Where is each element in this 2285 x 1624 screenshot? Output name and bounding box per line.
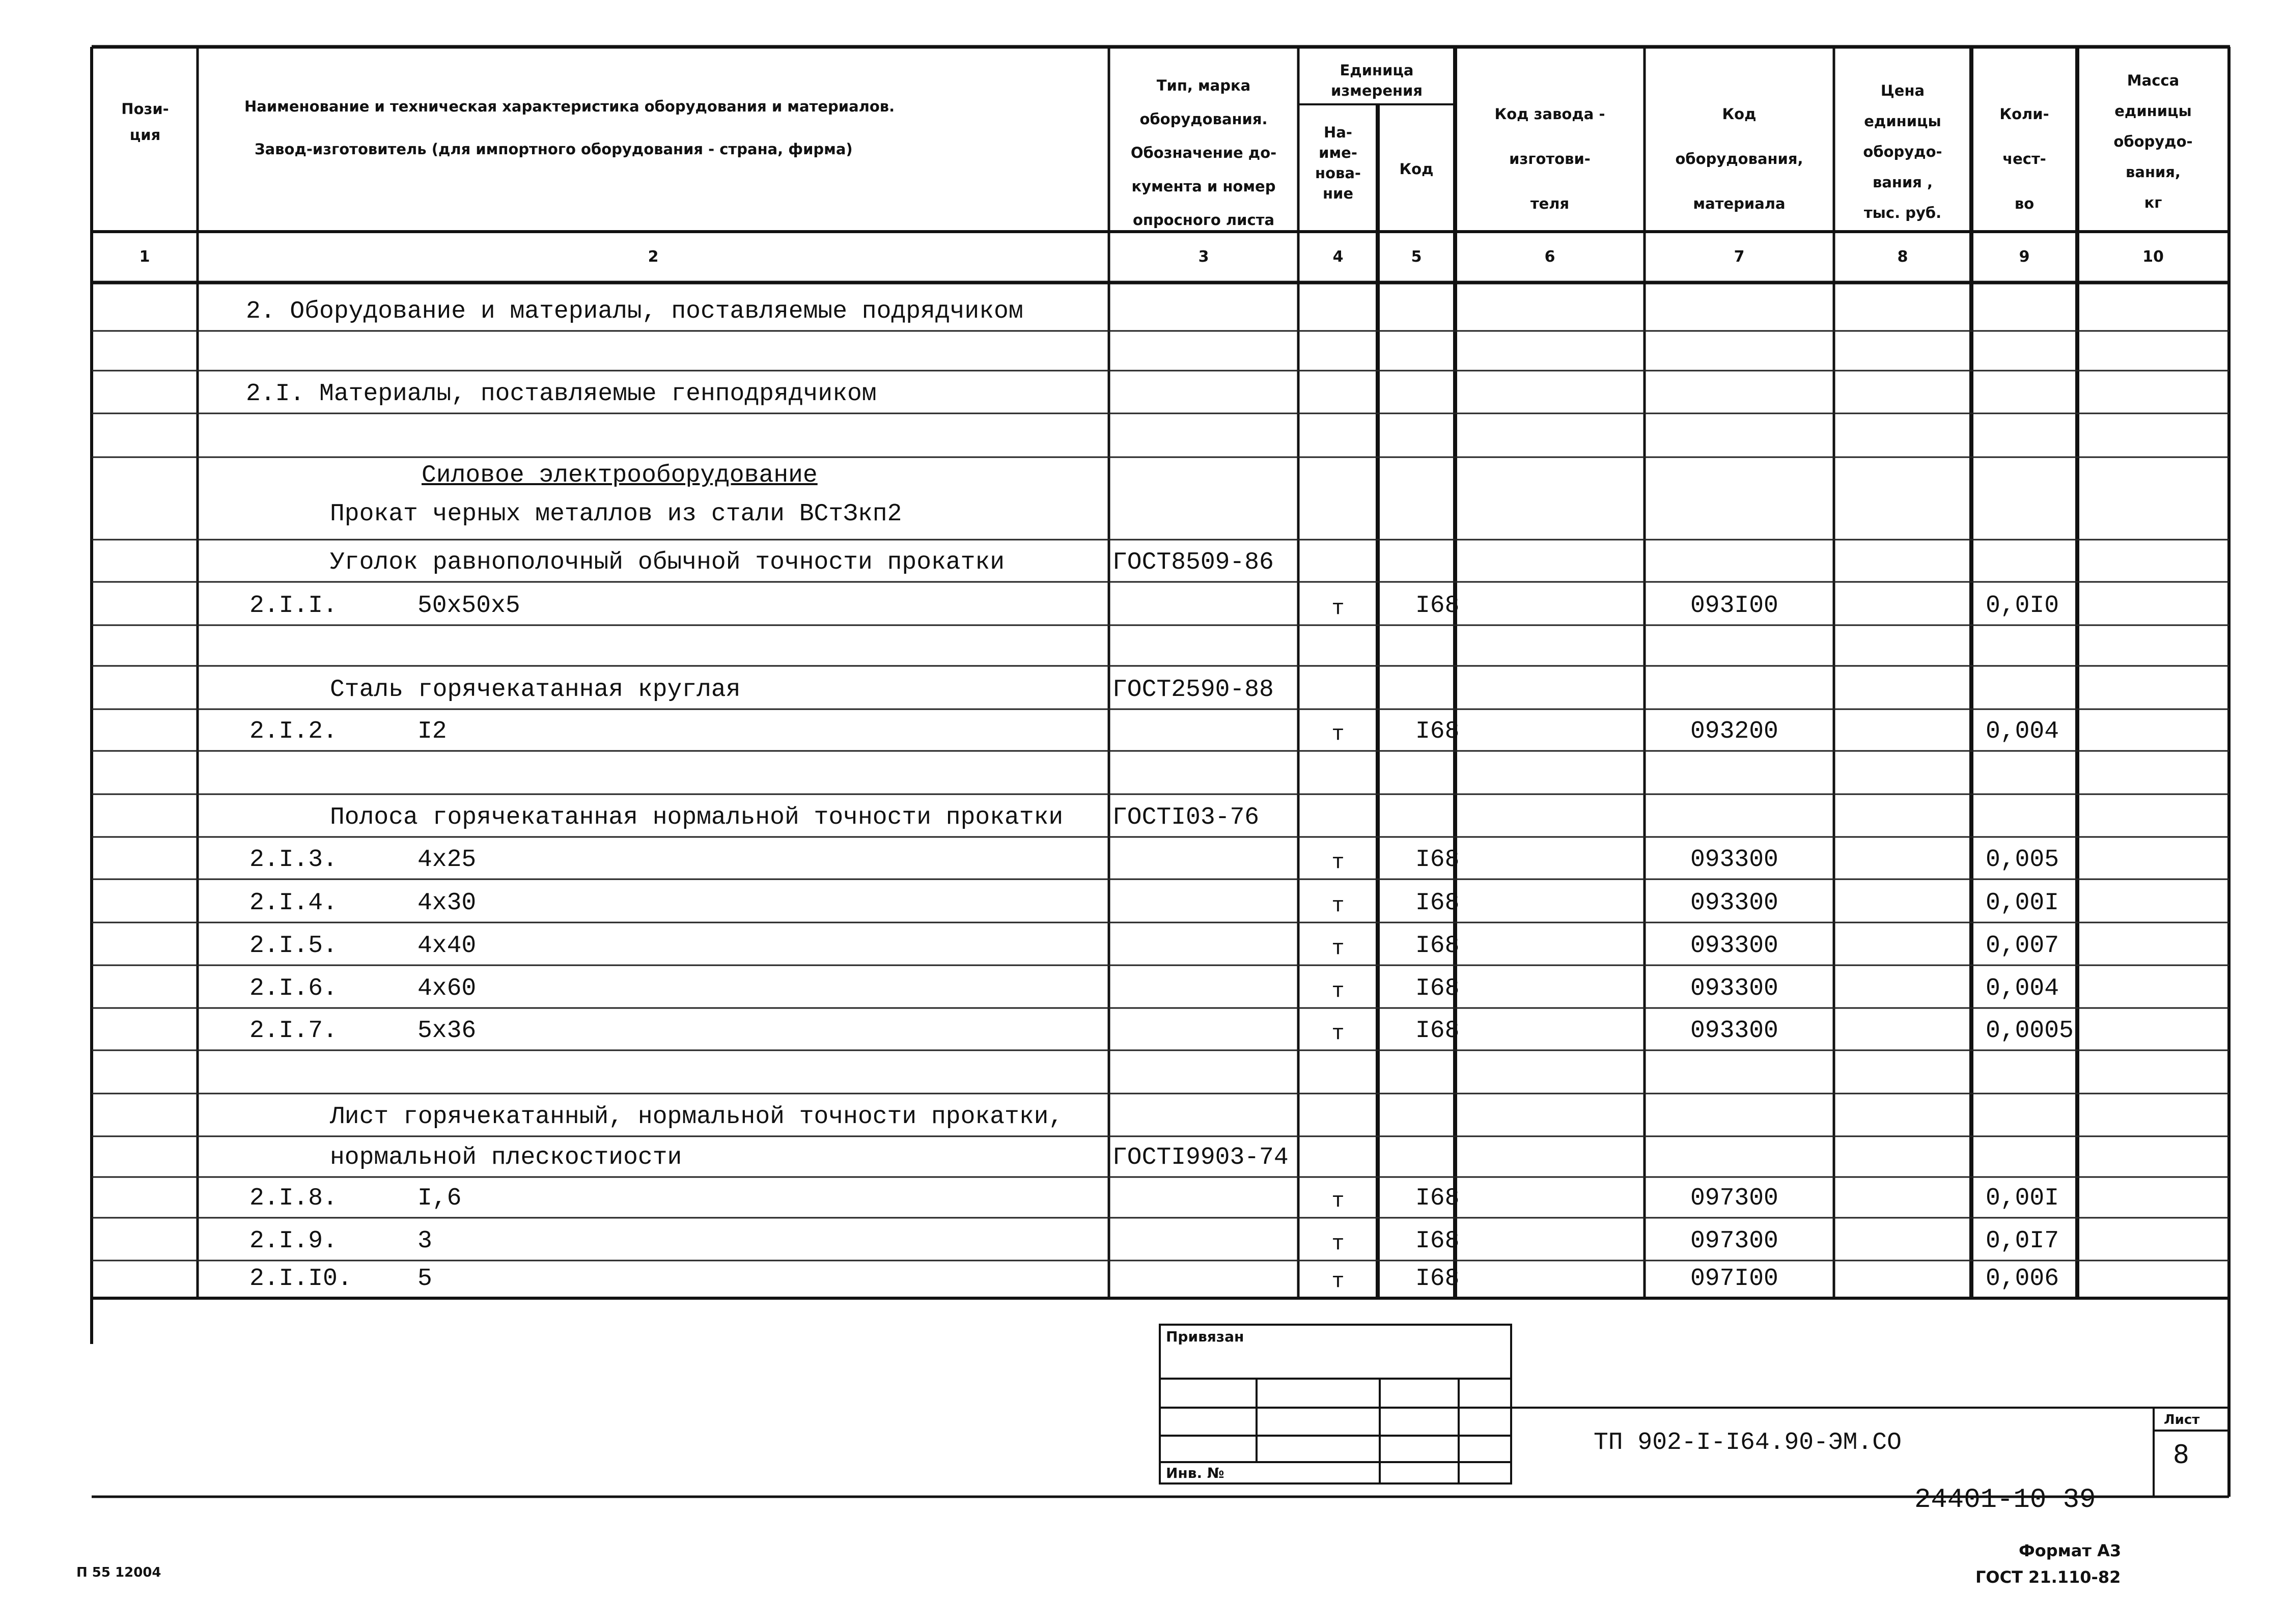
header-price: Цена единицы оборудо- вания , тыс. руб. — [1863, 82, 1942, 221]
header-mass: Масса единицы оборудо- вания, кг — [2113, 72, 2193, 211]
row-document: ГОСТI03-76 — [1112, 804, 1260, 831]
row-position: 2.I.9. — [249, 1227, 338, 1255]
row-unit: т — [1331, 1269, 1345, 1294]
row-quantity: 0,005 — [1986, 846, 2059, 874]
row-unit: т — [1331, 893, 1345, 918]
row-unit: т — [1331, 596, 1345, 621]
row-quantity: 0,0I7 — [1986, 1227, 2059, 1255]
row-material-code: 097300 — [1690, 1227, 1778, 1255]
column-number: 10 — [2142, 248, 2164, 266]
row-document: ГОСТI9903-74 — [1112, 1144, 1289, 1171]
row-name: 2.I. Материалы, поставляемые генподрядчиком — [246, 380, 877, 408]
row-unit-code: I68 — [1415, 1265, 1460, 1293]
document-designation: ТП 902-I-I64.90-ЭМ.СО — [1594, 1429, 1902, 1457]
row-unit-code: I68 — [1415, 1017, 1460, 1045]
row-material-code: 093300 — [1690, 932, 1778, 960]
row-material-code: 093300 — [1690, 846, 1778, 874]
format-label: Формат А3 — [2019, 1541, 2122, 1560]
row-position: 2.I.I. — [249, 592, 338, 620]
row-position: 2.I.3. — [249, 846, 338, 874]
row-name: нормальной плескостиости — [330, 1144, 682, 1171]
row-name: 4x25 — [417, 846, 477, 874]
header-name: Наименование и техническая характеристика оборудования и материалов. Завод-изготовитель (для импортного оборудования - страна, фирма) — [244, 98, 895, 158]
row-material-code: 093300 — [1690, 1017, 1778, 1045]
row-unit: т — [1331, 850, 1345, 875]
row-unit: т — [1331, 722, 1345, 746]
sheet-number: 8 — [2173, 1440, 2189, 1469]
row-name: 5 — [417, 1265, 432, 1293]
row-quantity: 0,00I — [1986, 1185, 2059, 1212]
header-position: Пози- ция — [121, 100, 169, 144]
row-unit: т — [1331, 1231, 1345, 1256]
row-quantity: 0,006 — [1986, 1265, 2059, 1293]
column-number: 1 — [139, 248, 150, 266]
row-position: 2.I.6. — [249, 975, 338, 1002]
row-name: 2. Оборудование и материалы, поставляемые подрядчиком — [246, 298, 1023, 325]
column-number: 6 — [1544, 248, 1555, 266]
row-name: 3 — [417, 1227, 432, 1255]
row-position: 2.I.8. — [249, 1185, 338, 1212]
row-unit: т — [1331, 1021, 1345, 1046]
header-quantity: Коли- чест- во — [1999, 105, 2049, 212]
row-quantity: 0,007 — [1986, 932, 2059, 960]
row-unit: т — [1331, 1189, 1345, 1213]
row-name: 50x50x5 — [417, 592, 520, 620]
column-number: 4 — [1332, 248, 1344, 266]
row-position: 2.I.2. — [249, 718, 338, 745]
stamp-privyazan: Привязан — [1166, 1328, 1244, 1345]
row-unit-code: I68 — [1415, 932, 1460, 960]
row-name: Силовое электрооборудование — [422, 462, 818, 489]
row-unit-code: I68 — [1415, 1227, 1460, 1255]
handwritten-number: 24401-10 39 — [1914, 1485, 2096, 1516]
row-unit: т — [1331, 979, 1345, 1003]
standard-label: ГОСТ 21.110-82 — [1975, 1567, 2121, 1587]
column-number: 3 — [1198, 248, 1209, 266]
stamp-inv-number: Инв. № — [1166, 1465, 1224, 1481]
row-unit-code: I68 — [1415, 718, 1460, 745]
row-material-code: 097300 — [1690, 1185, 1778, 1212]
column-number: 5 — [1411, 248, 1422, 266]
header-type: Тип, марка оборудования. Обозначение до- кумента и номер опросного листа — [1130, 77, 1277, 229]
column-number: 7 — [1734, 248, 1745, 266]
header-factory-code: Код завода - изготови- теля — [1494, 105, 1605, 212]
row-position: 2.I.4. — [249, 889, 338, 917]
column-number: 8 — [1897, 248, 1908, 266]
row-name: Сталь горячекатанная круглая — [330, 676, 741, 704]
row-name: Уголок равнополочный обычной точности прокатки — [330, 549, 1005, 576]
sheet-label: Лист — [2164, 1412, 2200, 1427]
row-name: 5x36 — [417, 1017, 477, 1045]
row-name: Лист горячекатанный, нормальной точности прокатки, — [330, 1103, 1064, 1131]
row-document: ГОСТ2590-88 — [1112, 676, 1274, 704]
row-material-code: 093200 — [1690, 718, 1778, 745]
header-material-code: Код оборудования, материала — [1675, 105, 1803, 212]
row-position: 2.I.7. — [249, 1017, 338, 1045]
header-unit-name: На- име- нова- ние — [1315, 124, 1361, 202]
row-unit-code: I68 — [1415, 592, 1460, 620]
row-unit-code: I68 — [1415, 1185, 1460, 1212]
row-name: I2 — [417, 718, 447, 745]
row-name: 4x60 — [417, 975, 477, 1002]
row-name: 4x30 — [417, 889, 477, 917]
row-material-code: 093300 — [1690, 889, 1778, 917]
column-number: 9 — [2019, 248, 2030, 266]
row-document: ГОСТ8509-86 — [1112, 549, 1274, 576]
row-quantity: 0,0I0 — [1986, 592, 2059, 620]
row-position: 2.I.5. — [249, 932, 338, 960]
row-material-code: 093I00 — [1690, 592, 1778, 620]
header-unit: Единица измерения — [1331, 62, 1423, 99]
row-unit: т — [1331, 936, 1345, 961]
column-number: 2 — [648, 248, 659, 266]
row-unit-code: I68 — [1415, 975, 1460, 1002]
row-name: I,6 — [417, 1185, 462, 1212]
row-unit-code: I68 — [1415, 889, 1460, 917]
row-unit-code: I68 — [1415, 846, 1460, 874]
row-quantity: 0,00I — [1986, 889, 2059, 917]
left-code: П 55 12004 — [76, 1565, 161, 1580]
row-name: 4x40 — [417, 932, 477, 960]
header-unit-code: Код — [1399, 160, 1434, 178]
row-material-code: 093300 — [1690, 975, 1778, 1002]
row-quantity: 0,004 — [1986, 718, 2059, 745]
row-quantity: 0,0005 — [1986, 1017, 2074, 1045]
row-name: Полоса горячекатанная нормальной точности прокатки — [330, 804, 1064, 831]
row-material-code: 097I00 — [1690, 1265, 1778, 1293]
row-quantity: 0,004 — [1986, 975, 2059, 1002]
row-name-extra: Прокат черных металлов из стали ВСтЗкп2 — [330, 500, 902, 528]
row-position: 2.I.I0. — [249, 1265, 352, 1293]
